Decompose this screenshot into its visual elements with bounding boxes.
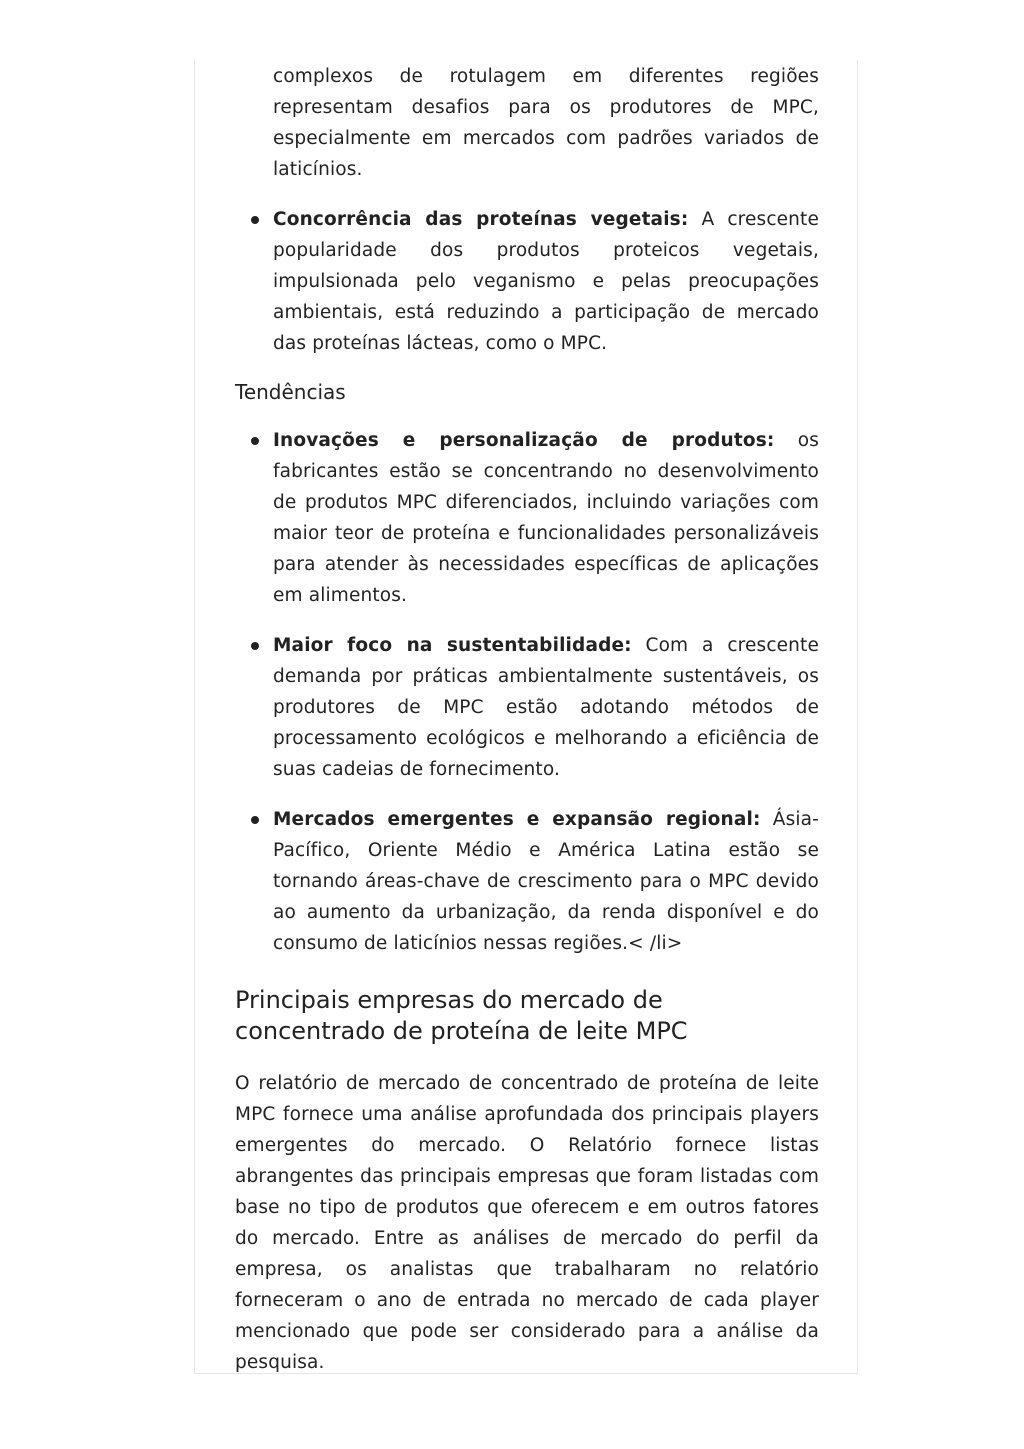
list-item: [235, 61, 819, 185]
list-item: [235, 204, 819, 359]
list-item-text: A crescente popularidade dos produtos proteicos vegetais, impulsionada pelo veganismo e pelas preocupações ambientais, está reduzindo a participação de mercado das proteínas lácteas, como o MPC.: [273, 209, 819, 354]
list-item-text: complexos de rotulagem em diferentes regiões representam desafios para os produtores de MPC, especialmente em mercados com padrões variados de laticínios.: [273, 66, 819, 180]
bullet-icon: [251, 642, 259, 650]
document-content: [235, 60, 819, 1378]
list-item-title: Maior foco na sustentabilidade:: [273, 635, 632, 656]
bullet-icon: [251, 216, 259, 224]
list-item-title: Concorrência das proteínas vegetais:: [273, 209, 689, 230]
companies-paragraph: O relatório de mercado de concentrado de proteína de leite MPC fornece uma análise aprofundada dos principais players emergentes do mercado. O Relatório fornece listas abrangentes das principais empresas que foram listadas com base no tipo de produtos que oferecem e em outros fatores do mercado. Entre as análises de mercado do perfil da empresa, os analistas que trabalharam no relatório forneceram o ano de entrada no mercado de cada player mencionado que pode ser considerado para a análise da pesquisa.: [235, 1073, 819, 1373]
list-item: [235, 425, 819, 611]
list-item-text: Ásia-Pacífico, Oriente Médio e América Latina estão se tornando áreas-chave de crescimento para o MPC devido ao aumento da urbanização, da renda disponível e do consumo de laticínios nessas regiões.< /li>: [273, 809, 819, 954]
list-item-title: Mercados emergentes e expansão regional:: [273, 809, 761, 830]
list-item: [235, 804, 819, 959]
list-item: [235, 630, 819, 785]
challenges-list: [235, 61, 819, 359]
list-item-text: Com a crescente demanda por práticas ambientalmente sustentáveis, os produtores de MPC estão adotando métodos de processamento ecológicos e melhorando a eficiência de suas cadeias de fornecimento.: [273, 635, 819, 780]
list-item-text: os fabricantes estão se concentrando no desenvolvimento de produtos MPC diferenciados, incluindo variações com maior teor de proteína e funcionalidades personalizáveis para atender às necessidades específicas de aplicações em alimentos.: [273, 430, 820, 606]
bullet-icon: [251, 437, 259, 445]
list-item-title: Inovações e personalização de produtos:: [273, 430, 775, 451]
trends-list: [235, 425, 819, 959]
trends-heading: Tendências: [235, 380, 346, 404]
document-page: [194, 60, 858, 1374]
bullet-icon: [251, 816, 259, 824]
companies-heading: Principais empresas do mercado de concentrado de proteína de leite MPC: [235, 986, 688, 1045]
